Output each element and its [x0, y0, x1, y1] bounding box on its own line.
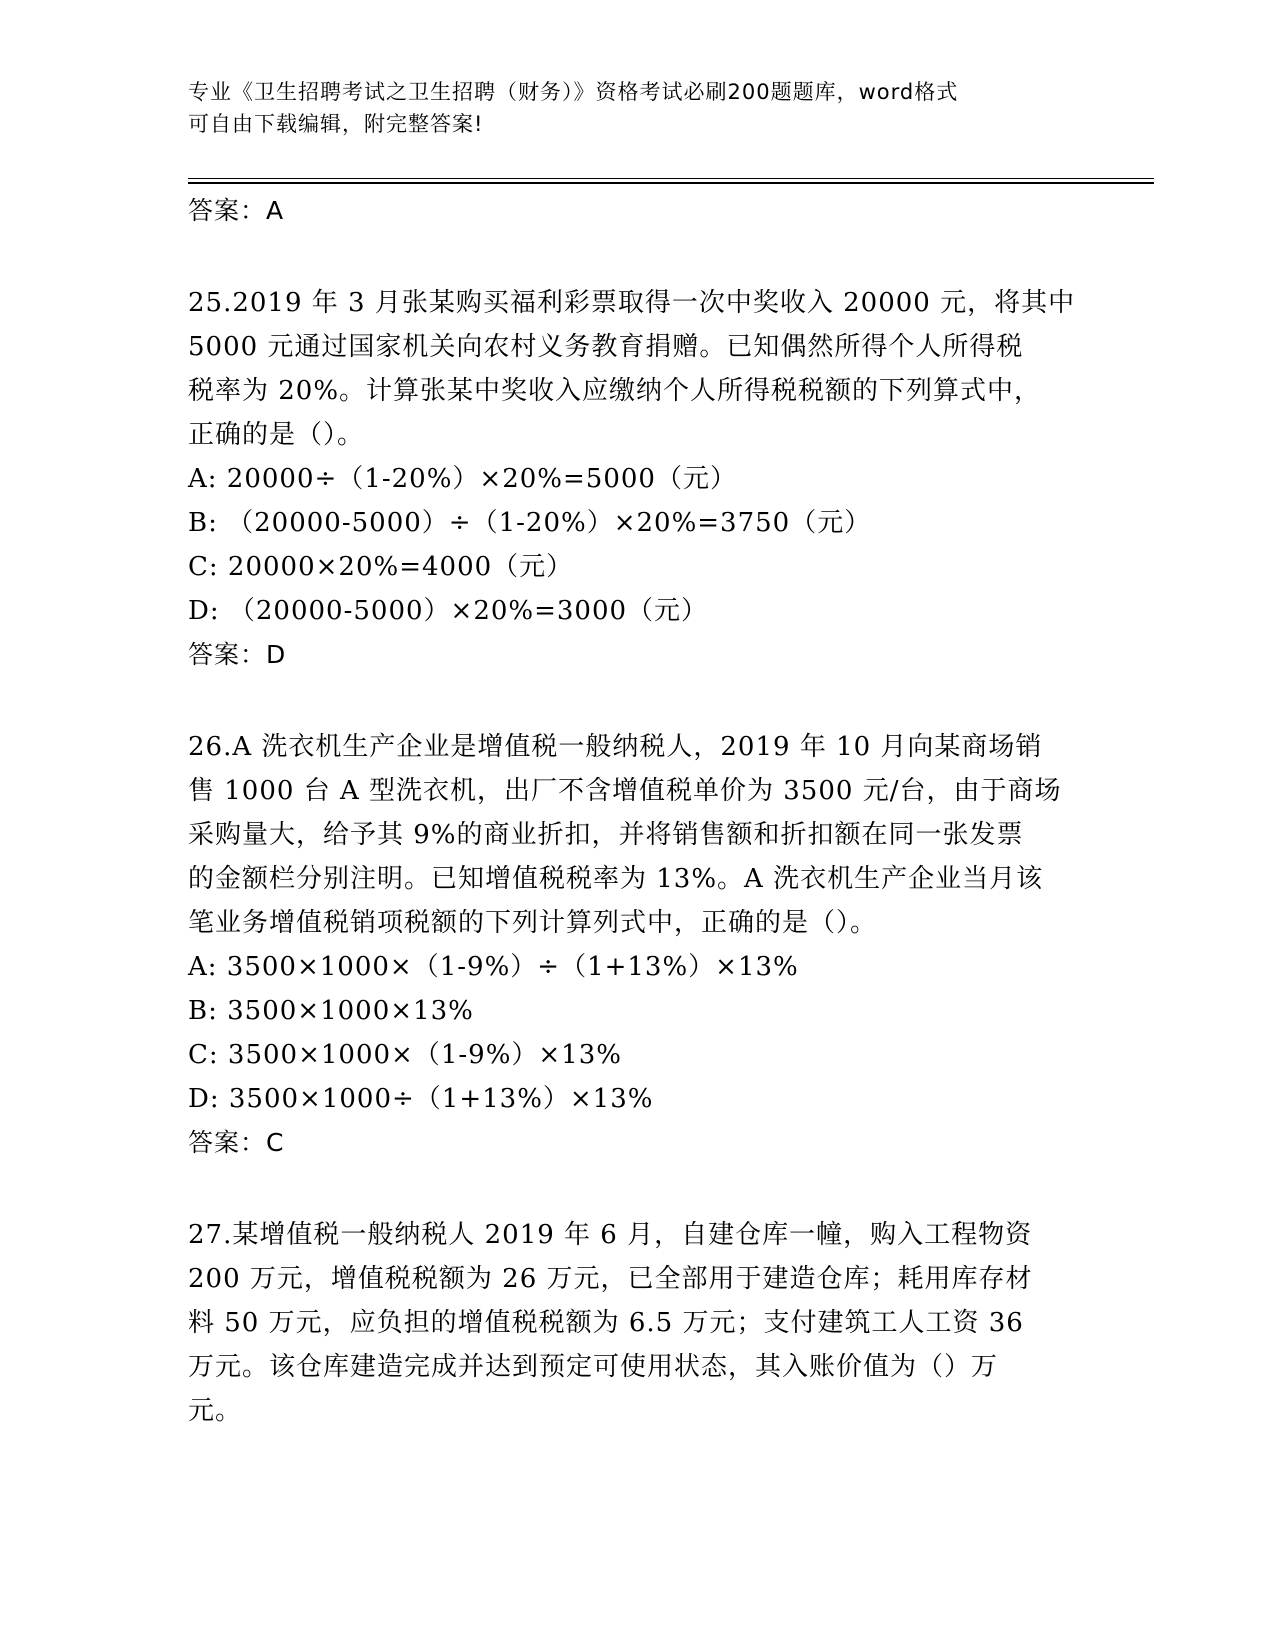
- question-26-option-c: C: 3500×1000×（1-9%）×13%: [188, 1040, 622, 1070]
- answer-24: 答案：A: [188, 196, 285, 225]
- question-26-stem-line: 售 1000 台 A 型洗衣机，出厂不含增值税单价为 3500 元/台，由于商场: [188, 776, 1062, 806]
- header-line-2: 可自由下载编辑，附完整答案!: [188, 112, 484, 136]
- question-26-answer: 答案：C: [188, 1128, 285, 1157]
- question-25-option-a: A: 20000÷（1-20%）×20%=5000（元）: [188, 464, 737, 494]
- question-26-option-b: B: 3500×1000×13%: [188, 996, 474, 1026]
- question-26-option-d: D: 3500×1000÷（1+13%）×13%: [188, 1084, 654, 1114]
- question-25-option-b: B: （20000-5000）÷（1-20%）×20%=3750（元）: [188, 508, 872, 538]
- question-27-stem-line: 料 50 万元，应负担的增值税税额为 6.5 万元；支付建筑工人工资 36: [188, 1308, 1024, 1338]
- question-25-stem-line: 25.2019 年 3 月张某购买福利彩票取得一次中奖收入 20000 元，将其中: [188, 288, 1076, 318]
- question-26-option-a: A: 3500×1000×（1-9%）÷（1+13%）×13%: [188, 952, 799, 982]
- header-divider-thick: [188, 182, 1154, 184]
- question-26-stem-line: 26.A 洗衣机生产企业是增值税一般纳税人，2019 年 10 月向某商场销: [188, 732, 1043, 762]
- question-27-stem-line: 元。: [188, 1396, 243, 1426]
- question-25-option-c: C: 20000×20%=4000（元）: [188, 552, 574, 582]
- question-27-stem-line: 200 万元，增值税税额为 26 万元，已全部用于建造仓库；耗用库存材: [188, 1264, 1033, 1294]
- page-header: [188, 76, 1088, 140]
- question-26-stem-line: 笔业务增值税销项税额的下列计算列式中，正确的是（）。: [188, 908, 878, 938]
- question-26-stem-line: 的金额栏分别注明。已知增值税税率为 13%。A 洗衣机生产企业当月该: [188, 864, 1044, 894]
- question-25-option-d: D: （20000-5000）×20%=3000（元）: [188, 596, 709, 626]
- question-27-stem-line: 万元。该仓库建造完成并达到预定可使用状态，其入账价值为（）万: [188, 1352, 999, 1382]
- header-divider-thin: [188, 178, 1154, 179]
- header-line-1: 专业《卫生招聘考试之卫生招聘（财务）》资格考试必刷200题题库，word格式: [188, 80, 959, 104]
- question-27-stem-line: 27.某增值税一般纳税人 2019 年 6 月，自建仓库一幢，购入工程物资: [188, 1220, 1033, 1250]
- question-25-stem-line: 5000 元通过国家机关向农村义务教育捐赠。已知偶然所得个人所得税: [188, 332, 1024, 362]
- question-26-stem-line: 采购量大，给予其 9%的商业折扣，并将销售额和折扣额在同一张发票: [188, 820, 1024, 850]
- question-25-stem-line: 正确的是（）。: [188, 420, 365, 450]
- question-25-answer: 答案：D: [188, 640, 287, 669]
- question-25-stem-line: 税率为 20%。计算张某中奖收入应缴纳个人所得税税额的下列算式中，: [188, 376, 1042, 406]
